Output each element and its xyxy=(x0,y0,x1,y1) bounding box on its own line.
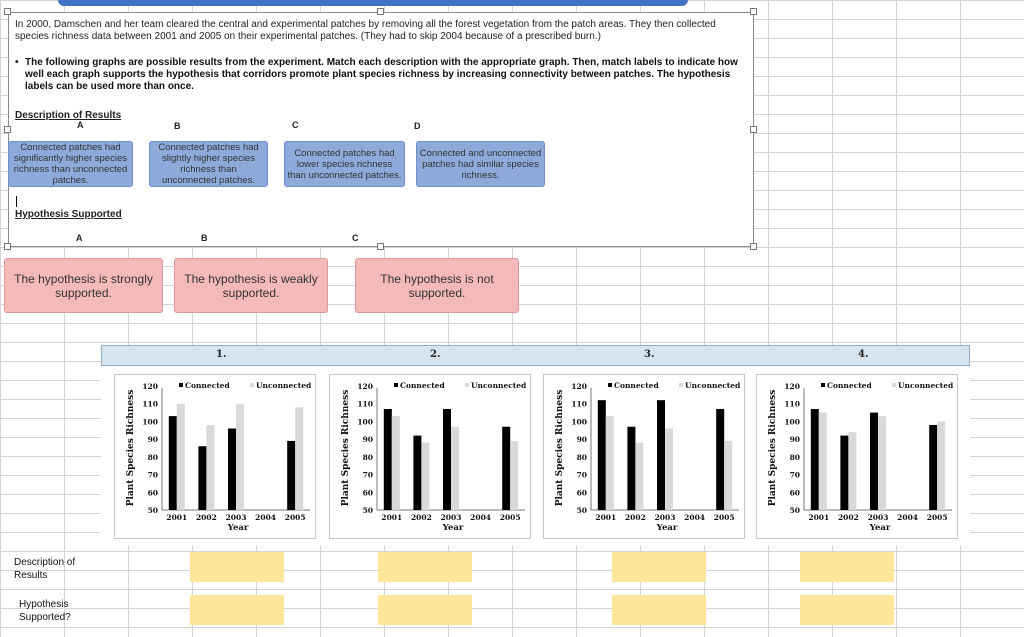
bar-unconnected-2003 xyxy=(236,404,244,510)
y-tick-label: 90 xyxy=(789,435,800,445)
description-card-a[interactable]: Connected patches had significantly higher species richness than unconnected patches. xyxy=(8,141,133,187)
answer-hypothesis-1[interactable] xyxy=(190,595,284,625)
bar-unconnected-2001 xyxy=(819,413,827,510)
legend-label-unconnected: Unconnected xyxy=(256,381,312,390)
bar-connected-2005 xyxy=(287,441,295,510)
answer-description-1[interactable] xyxy=(190,552,284,582)
description-card-c[interactable]: Connected patches had lower species richness than unconnected patches. xyxy=(284,141,405,187)
bar-connected-2005 xyxy=(716,409,724,510)
text-cursor xyxy=(16,196,17,207)
x-tick-label: 2001 xyxy=(808,513,830,522)
instruction-text: The following graphs are possible results from the experiment. Match each description with the appropriate graph. Then, match labels to indicate how well each graph supports the hypothesis that corridors promote plant species richness by increasing connectivity between patches. The hypothesis labels can be used more than once. xyxy=(25,57,738,92)
bar-connected-2005 xyxy=(502,427,510,510)
bar-unconnected-2005 xyxy=(937,421,945,510)
answer-description-4[interactable] xyxy=(800,552,894,582)
x-tick-label: 2004 xyxy=(470,513,492,522)
bar-unconnected-2002 xyxy=(848,432,856,510)
answer-hypothesis-4[interactable] xyxy=(800,595,894,625)
resize-handle[interactable] xyxy=(750,126,757,133)
answer-hypothesis-2[interactable] xyxy=(378,595,472,625)
resize-handle[interactable] xyxy=(4,8,11,15)
resize-handle[interactable] xyxy=(750,243,757,250)
legend-swatch-unconnected xyxy=(892,383,896,387)
description-card-b[interactable]: Connected patches had slightly higher species richness than unconnected patches. xyxy=(149,141,268,187)
answer-description-2[interactable] xyxy=(378,552,472,582)
legend-label-unconnected: Unconnected xyxy=(898,381,954,390)
y-axis-title: Plant Species Richness xyxy=(555,389,565,507)
bar-unconnected-2005 xyxy=(724,441,732,510)
y-tick-label: 120 xyxy=(571,382,587,391)
desc-letter-d: D xyxy=(414,121,421,131)
legend-label-connected: Connected xyxy=(400,381,445,390)
legend-label-connected: Connected xyxy=(185,381,230,390)
x-axis-title: Year xyxy=(656,523,678,533)
resize-handle[interactable] xyxy=(4,126,11,133)
y-tick-label: 60 xyxy=(576,488,587,498)
chart-number-3: 3. xyxy=(644,349,655,360)
hypothesis-row-label: Hypothesis Supported? xyxy=(19,599,71,623)
intro-paragraph: In 2000, Damschen and her team cleared the central and experimental patches by removing all the forest vegetation from the patch areas. They then collected species richness data between 2001 and 2005 on their experimental patches. (They had to skip 2004 because of a prescribed burn.) xyxy=(15,19,716,42)
y-axis-title: Plant Species Richness xyxy=(768,389,778,507)
y-tick-label: 70 xyxy=(362,470,373,480)
bar-unconnected-2003 xyxy=(665,429,673,510)
legend-label-connected: Connected xyxy=(827,381,872,390)
bar-connected-2002 xyxy=(627,427,635,510)
x-tick-label: 2002 xyxy=(837,513,859,522)
hyp-letter-a: A xyxy=(76,233,83,243)
x-tick-label: 2005 xyxy=(499,513,521,522)
bar-connected-2003 xyxy=(443,409,451,510)
x-tick-label: 2005 xyxy=(926,513,948,522)
x-tick-label: 2004 xyxy=(684,513,706,522)
y-tick-label: 50 xyxy=(362,506,373,515)
legend-label-connected: Connected xyxy=(614,381,659,390)
y-tick-label: 120 xyxy=(784,382,800,391)
resize-handle[interactable] xyxy=(377,243,384,250)
x-tick-label: 2003 xyxy=(225,513,247,522)
y-tick-label: 50 xyxy=(147,506,158,515)
instructions-textbox[interactable] xyxy=(8,12,754,247)
chart-number-1: 1. xyxy=(216,349,227,360)
hypothesis-card-c[interactable]: The hypothesis is not supported. xyxy=(355,258,519,313)
legend-swatch-unconnected xyxy=(679,383,683,387)
y-tick-label: 100 xyxy=(784,417,800,427)
legend-swatch-connected xyxy=(608,383,612,387)
bar-connected-2001 xyxy=(384,409,392,510)
y-tick-label: 60 xyxy=(147,488,158,498)
description-row-label: Description of Results xyxy=(14,557,76,581)
y-tick-label: 80 xyxy=(576,452,587,462)
bar-unconnected-2003 xyxy=(451,427,459,510)
x-tick-label: 2004 xyxy=(897,513,919,522)
y-tick-label: 90 xyxy=(362,435,373,445)
y-axis-title: Plant Species Richness xyxy=(126,389,136,507)
y-tick-label: 80 xyxy=(147,452,158,462)
x-tick-label: 2002 xyxy=(624,513,646,522)
y-tick-label: 80 xyxy=(789,452,800,462)
bar-unconnected-2003 xyxy=(878,416,886,510)
hyp-letter-c: C xyxy=(352,233,359,243)
bar-unconnected-2001 xyxy=(606,416,614,510)
y-tick-label: 100 xyxy=(571,417,587,427)
x-tick-label: 2003 xyxy=(654,513,676,522)
bar-connected-2002 xyxy=(413,436,421,510)
y-tick-label: 60 xyxy=(362,488,373,498)
x-tick-label: 2005 xyxy=(284,513,306,522)
chart-number-2: 2. xyxy=(430,349,441,360)
legend-label-unconnected: Unconnected xyxy=(471,381,527,390)
bar-connected-2005 xyxy=(929,425,937,510)
desc-letter-b: B xyxy=(174,121,181,131)
description-section-title: Description of Results xyxy=(15,110,122,121)
bar-unconnected-2001 xyxy=(392,416,400,510)
answer-hypothesis-3[interactable] xyxy=(612,595,706,625)
bar-connected-2002 xyxy=(840,436,848,510)
bar-connected-2003 xyxy=(870,413,878,510)
y-tick-label: 110 xyxy=(142,399,158,409)
legend-swatch-connected xyxy=(179,383,183,387)
y-tick-label: 50 xyxy=(576,506,587,515)
legend-swatch-unconnected xyxy=(250,383,254,387)
bar-connected-2002 xyxy=(198,446,206,510)
hyp-letter-b: B xyxy=(201,233,208,243)
bar-connected-2003 xyxy=(228,429,236,510)
y-tick-label: 70 xyxy=(147,470,158,480)
bar-connected-2001 xyxy=(811,409,819,510)
bar-unconnected-2002 xyxy=(421,443,429,510)
top-banner xyxy=(58,0,688,6)
y-tick-label: 70 xyxy=(576,470,587,480)
legend-swatch-unconnected xyxy=(465,383,469,387)
bar-connected-2003 xyxy=(657,400,665,510)
y-tick-label: 70 xyxy=(789,470,800,480)
x-axis-title: Year xyxy=(442,523,464,533)
y-axis-title: Plant Species Richness xyxy=(341,389,351,507)
chart-3[interactable] xyxy=(543,374,745,539)
y-tick-label: 60 xyxy=(789,488,800,498)
y-tick-label: 120 xyxy=(142,382,158,391)
y-tick-label: 50 xyxy=(789,506,800,515)
hypothesis-section-title: Hypothesis Supported xyxy=(15,209,122,220)
hypothesis-card-a[interactable]: The hypothesis is strongly supported. xyxy=(4,258,163,313)
bar-unconnected-2002 xyxy=(635,443,643,510)
chart-1[interactable] xyxy=(114,374,316,539)
chart-4[interactable] xyxy=(756,374,958,539)
bar-unconnected-2005 xyxy=(295,407,303,510)
desc-letter-a: A xyxy=(77,120,84,130)
x-tick-label: 2003 xyxy=(440,513,462,522)
legend-swatch-connected xyxy=(394,383,398,387)
y-tick-label: 120 xyxy=(357,382,373,391)
chart-number-4: 4. xyxy=(858,349,869,360)
x-tick-label: 2001 xyxy=(166,513,188,522)
hypothesis-card-b[interactable]: The hypothesis is weakly supported. xyxy=(174,258,328,313)
desc-letter-c: C xyxy=(292,120,299,130)
x-tick-label: 2001 xyxy=(595,513,617,522)
y-tick-label: 100 xyxy=(142,417,158,427)
y-tick-label: 90 xyxy=(576,435,587,445)
x-tick-label: 2005 xyxy=(713,513,735,522)
x-tick-label: 2004 xyxy=(255,513,277,522)
x-axis-title: Year xyxy=(869,523,891,533)
description-card-d[interactable]: Connected and unconnected patches had similar species richness. xyxy=(416,141,545,187)
y-tick-label: 110 xyxy=(784,399,800,409)
legend-swatch-connected xyxy=(821,383,825,387)
y-tick-label: 80 xyxy=(362,452,373,462)
legend-label-unconnected: Unconnected xyxy=(685,381,741,390)
y-tick-label: 110 xyxy=(357,399,373,409)
bar-connected-2001 xyxy=(598,400,606,510)
resize-handle[interactable] xyxy=(377,8,384,15)
x-tick-label: 2002 xyxy=(195,513,217,522)
y-tick-label: 110 xyxy=(571,399,587,409)
bar-unconnected-2001 xyxy=(177,404,185,510)
chart-2[interactable] xyxy=(329,374,531,539)
bar-unconnected-2002 xyxy=(206,425,214,510)
bullet-glyph: • xyxy=(15,57,19,68)
charts-header-band xyxy=(101,345,970,366)
answer-description-3[interactable] xyxy=(612,552,706,582)
x-axis-title: Year xyxy=(227,523,249,533)
y-tick-label: 100 xyxy=(357,417,373,427)
resize-handle[interactable] xyxy=(750,8,757,15)
y-tick-label: 90 xyxy=(147,435,158,445)
x-tick-label: 2001 xyxy=(381,513,403,522)
x-tick-label: 2002 xyxy=(410,513,432,522)
x-tick-label: 2003 xyxy=(867,513,889,522)
resize-handle[interactable] xyxy=(4,243,11,250)
bar-unconnected-2005 xyxy=(510,441,518,510)
bar-connected-2001 xyxy=(169,416,177,510)
